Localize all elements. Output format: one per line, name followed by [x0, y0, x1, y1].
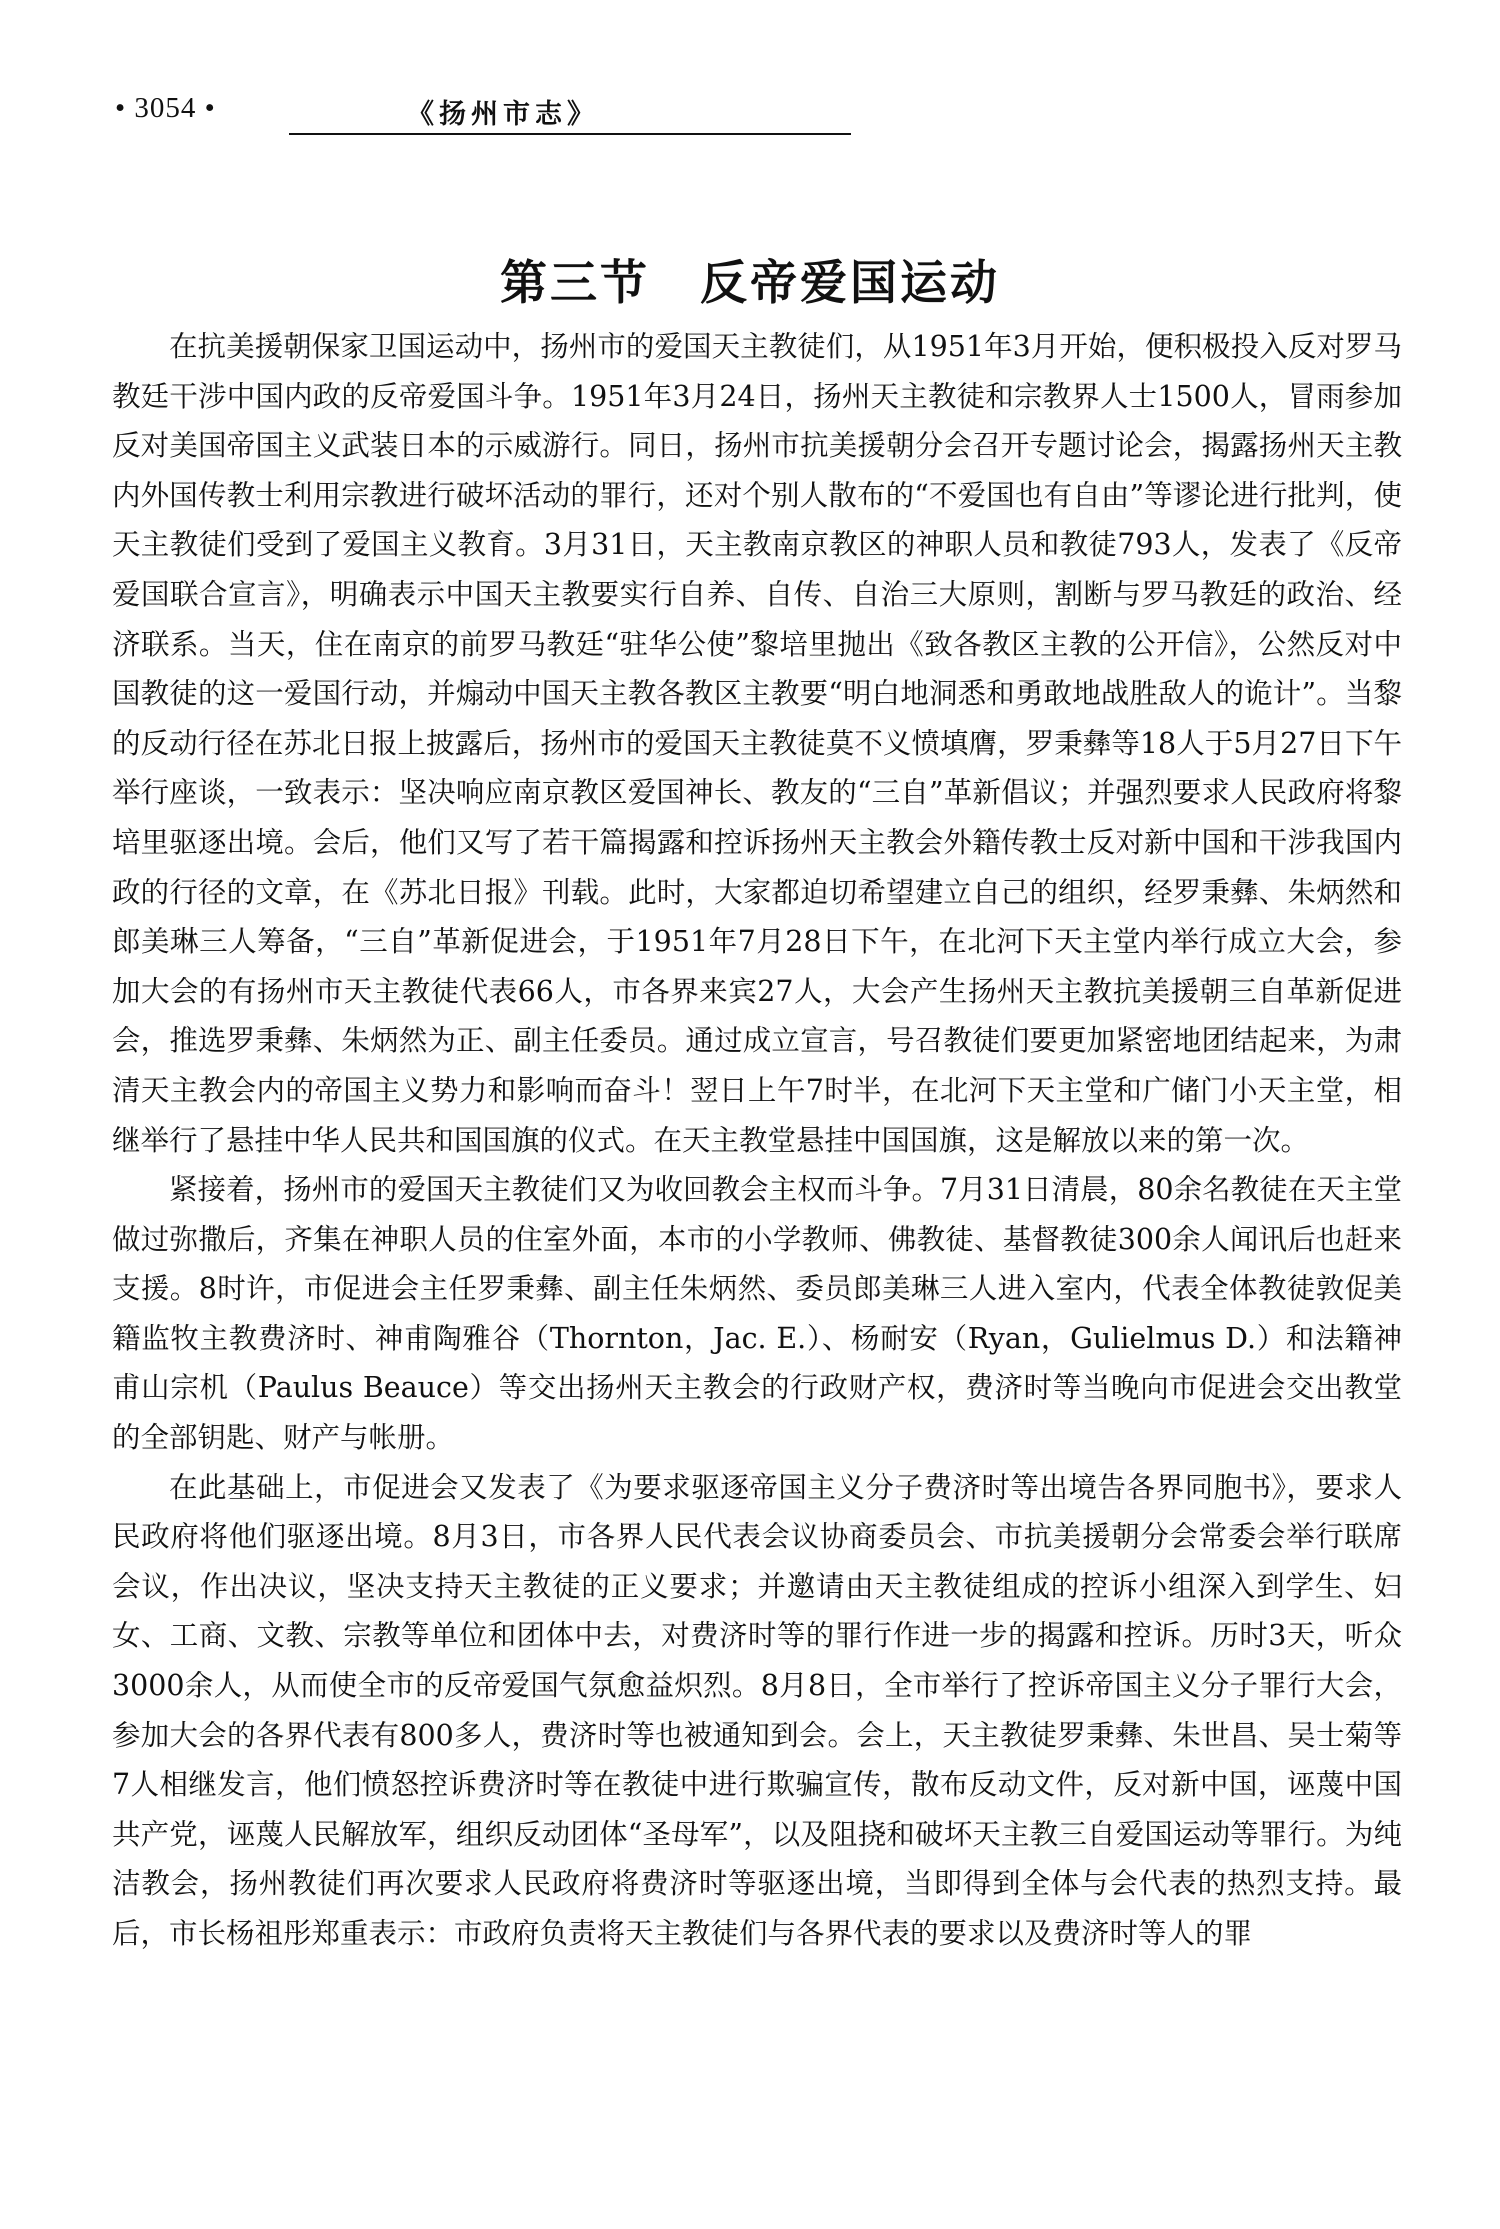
paragraph: 紧接着，扬州市的爱国天主教徒们又为收回教会主权而斗争。7月31日清晨，80余名教徒在天主堂做过弥撒后，齐集在神职人员的住室外面，本市的小学教师、佛教徒、基督教徒300余人闻讯后也赶来支援。8时许，市促进会主任罗秉彝、副主任朱炳然、委员郎美琳三人进入室内，代表全体教徒敦促美籍监牧主教费济时、神甫陶雅谷（Thornton，Jac. E.）、杨耐安（Ryan，Gulielmus D.）和法籍神甫山宗机（Paulus Beauce）等交出扬州天主教会的行政财产权，费济时等当晚向市促进会交出教堂的全部钥匙、财产与帐册。: [112, 1173, 1402, 1455]
section-title: 第三节 反帝爱国运动: [500, 256, 1000, 312]
book-title: 《扬州市志》: [407, 99, 599, 130]
paragraph: 在此基础上，市促进会又发表了《为要求驱逐帝国主义分子费济时等出境告各界同胞书》，要求人民政府将他们驱逐出境。8月3日，市各界人民代表会议协商委员会、市抗美援朝分会常委会举行联席会议，作出决议，坚决支持天主教徒的正义要求；并邀请由天主教徒组成的控诉小组深入到学生、妇女、工商、文教、宗教等单位和团体中去，对费济时等的罪行作进一步的揭露和控诉。历时3天，听众3000余人，从而使全市的反帝爱国气氛愈益炽烈。8月8日，全市举行了控诉帝国主义分子罪行大会，参加大会的各界代表有800多人，费济时等也被通知到会。会上，天主教徒罗秉彝、朱世昌、吴士菊等7人相继发言，他们愤怒控诉费济时等在教徒中进行欺骗宣传，散布反动文件，反对新中国，诬蔑中国共产党，诬蔑人民解放军，组织反动团体“圣母军”，以及阻挠和破坏天主教三自爱国运动等罪行。为纯洁教会，扬州教徒们再次要求人民政府将费济时等驱逐出境，当即得到全体与会代表的热烈支持。最后，市长杨祖彤郑重表示：市政府负责将天主教徒们与各界代表的要求以及费济时等人的罪: [112, 1470, 1402, 1950]
running-header: [115, 92, 735, 142]
header-rule: [289, 133, 851, 135]
body-text: [112, 322, 1402, 1959]
paragraph: 在抗美援朝保家卫国运动中，扬州市的爱国天主教徒们，从1951年3月开始，便积极投入反对罗马教廷干涉中国内政的反帝爱国斗争。1951年3月24日，扬州天主教徒和宗教界人士1500人，冒雨参加反对美国帝国主义武装日本的示威游行。同日，扬州市抗美援朝分会召开专题讨论会，揭露扬州天主教内外国传教士利用宗教进行破坏活动的罪行，还对个别人散布的“不爱国也有自由”等谬论进行批判，使天主教徒们受到了爱国主义教育。3月31日，天主教南京教区的神职人员和教徒793人，发表了《反帝爱国联合宣言》，明确表示中国天主教要实行自养、自传、自治三大原则，割断与罗马教廷的政治、经济联系。当天，住在南京的前罗马教廷“驻华公使”黎培里抛出《致各教区主教的公开信》，公然反对中国教徒的这一爱国行动，并煽动中国天主教各教区主教要“明白地洞悉和勇敢地战胜敌人的诡计”。当黎的反动行径在苏北日报上披露后，扬州市的爱国天主教徒莫不义愤填膺，罗秉彝等18人于5月27日下午举行座谈，一致表示：坚决响应南京教区爱国神长、教友的“三自”革新倡议；并强烈要求人民政府将黎培里驱逐出境。会后，他们又写了若干篇揭露和控诉扬州天主教会外籍传教士反对新中国和干涉我国内政的行径的文章，在《苏北日报》刊载。此时，大家都迫切希望建立自己的组织，经罗秉彝、朱炳然和郎美琳三人筹备，“三自”革新促进会，于1951年7月28日下午，在北河下天主堂内举行成立大会，参加大会的有扬州市天主教徒代表66人，市各界来宾27人，大会产生扬州天主教抗美援朝三自革新促进会，推选罗秉彝、朱炳然为正、副主任委员。通过成立宣言，号召教徒们要更加紧密地团结起来，为肃清天主教会内的帝国主义势力和影响而奋斗！翌日上午7时半，在北河下天主堂和广储门小天主堂，相继举行了悬挂中华人民共和国国旗的仪式。在天主教堂悬挂中国国旗，这是解放以来的第一次。: [112, 330, 1402, 1157]
page-number: • 3054 •: [115, 92, 216, 124]
